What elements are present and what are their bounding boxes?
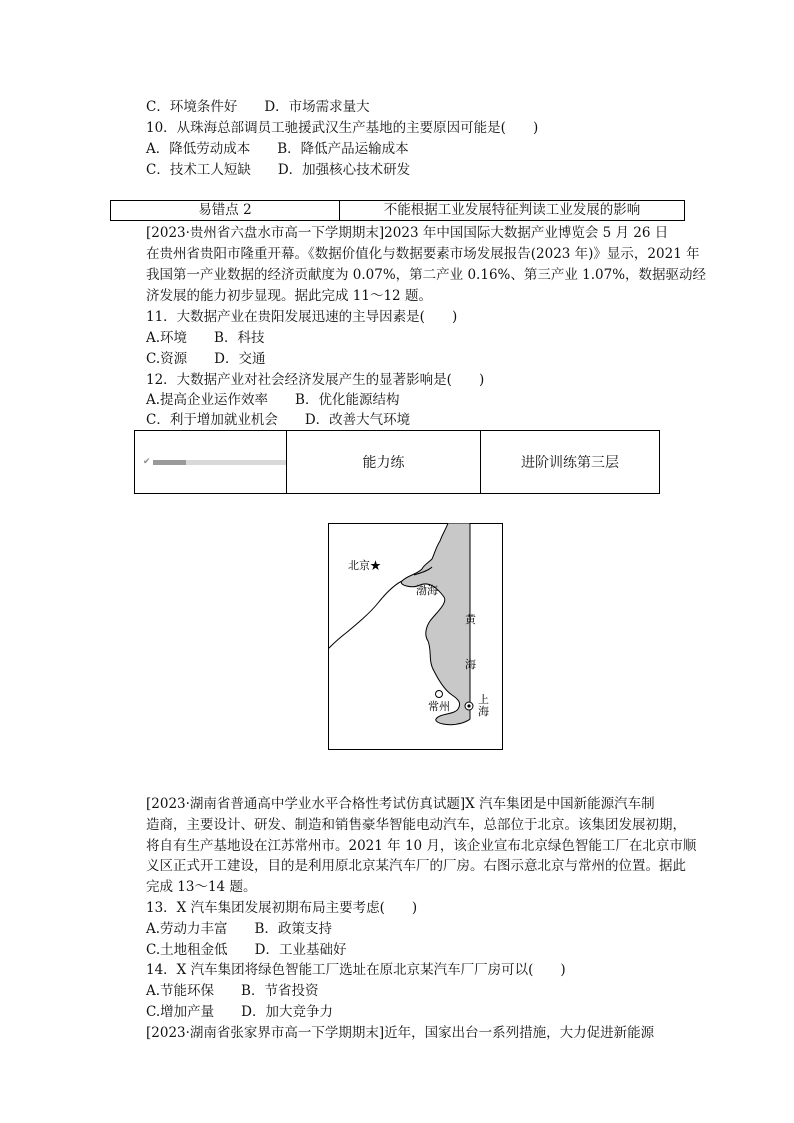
yellow-sea-label-2: 海 — [465, 658, 476, 671]
q10-stem: 10．从珠海总部调员工驰援武汉生产基地的主要原因可能是( ) — [146, 120, 539, 136]
passage2-line-1: [2023·湖南省普通高中学业水平合格性考试仿真试题]X 汽车集团是中国新能源汽车制 — [146, 796, 655, 812]
passage2-line-2: 造商，主要设计、研发、制造和销售豪华智能电动汽车，总部位于北京。该集团发展初期， — [146, 816, 686, 833]
passage2-line-4: 义区正式开工建设，目的是利用原北京某汽车厂的厂房。右图示意北京与常州的位置。据此 — [146, 858, 686, 875]
bohai-label: 渤海 — [416, 584, 438, 597]
passage2-line-3: 将自有生产基地设在江苏常州市。2021 年 10 月，该企业宣布北京绿色智能工厂在北京市顺 — [146, 837, 697, 854]
shanghai-marker-inner — [467, 704, 470, 707]
q13-options-ab: A.劳动力丰富 B．政策支持 — [146, 920, 332, 937]
passage1-line-3: 我国第一产业数据的经济贡献度为 0.07%，第二产业 0.16%、第三产业 1.07%，数据驱动经 — [146, 267, 707, 283]
q12-stem: 12．大数据产业对社会经济发展产生的显著影响是( ) — [146, 372, 485, 388]
error-point-text: 不能根据工业发展特征判读工业发展的影响 — [383, 202, 641, 218]
section-level: 进阶训练第三层 — [521, 455, 619, 471]
shanghai-label-2: 海 — [478, 705, 489, 718]
beijing-changzhou-map — [328, 523, 503, 750]
q10-options-cd: C．技术工人短缺 D．加强核心技术研发 — [146, 162, 411, 178]
q14-stem: 14．X 汽车集团将绿色智能工厂选址在原北京某汽车厂厂房可以( ) — [146, 962, 566, 979]
q12-options-cd: C．利于增加就业机会 D．改善大气环境 — [146, 412, 411, 428]
passage1-line-4: 济发展的能力初步显现。据此完成 11～12 题。 — [146, 288, 432, 304]
q13-options-cd: C.土地租金低 D．工业基础好 — [146, 941, 347, 958]
q11-options-ab: A.环境 B．科技 — [146, 330, 265, 346]
passage1-line-2: 在贵州省贵阳市隆重开幕。《数据价值化与数据要素市场发展报告(2023 年)》显示，2021 年 — [146, 246, 700, 262]
shanghai-label-1: 上 — [478, 693, 489, 706]
yellow-sea-label-1: 黄 — [465, 613, 476, 626]
section-name: 能力练 — [287, 431, 481, 493]
changzhou-label: 常州 — [428, 700, 450, 713]
error-point-label: 易错点 2 — [111, 201, 340, 220]
q11-stem: 11．大数据产业在贵阳发展迅速的主导因素是( ) — [146, 309, 458, 325]
progress-bar — [153, 460, 286, 465]
q12-options-ab: A.提高企业运作效率 B．优化能源结构 — [146, 392, 400, 408]
check-icon: ✔ — [143, 457, 151, 467]
q14-options-ab: A.节能环保 B．节省投资 — [146, 983, 319, 1000]
map-frame — [329, 524, 503, 750]
section-header-table — [134, 430, 660, 494]
q11-options-cd: C.资源 D．交通 — [146, 351, 266, 367]
progress-bar-fill — [153, 460, 186, 465]
q14-options-cd: C.增加产量 D．加大竞争力 — [146, 1004, 333, 1020]
passage1-line-1: [2023·贵州省六盘水市高一下学期期末]2023 年中国国际大数据产业博览会 5 月 26 日 — [146, 225, 669, 241]
q9-options: C．环境条件好 D．市场需求量大 — [146, 99, 370, 115]
beijing-label: 北京★ — [348, 559, 381, 572]
error-point-table — [110, 200, 685, 221]
q10-options-ab: A．降低劳动成本 B．降低产品运输成本 — [146, 141, 409, 157]
changzhou-marker — [436, 691, 443, 698]
passage3-line-1: [2023·湖南省张家界市高一下学期期末]近年，国家出台一系列措施，大力促进新能源 — [146, 1024, 655, 1041]
progress-cell — [135, 431, 287, 493]
passage2-line-5: 完成 13～14 题。 — [146, 879, 257, 896]
q13-stem: 13．X 汽车集团发展初期布局主要考虑( ) — [146, 900, 418, 916]
